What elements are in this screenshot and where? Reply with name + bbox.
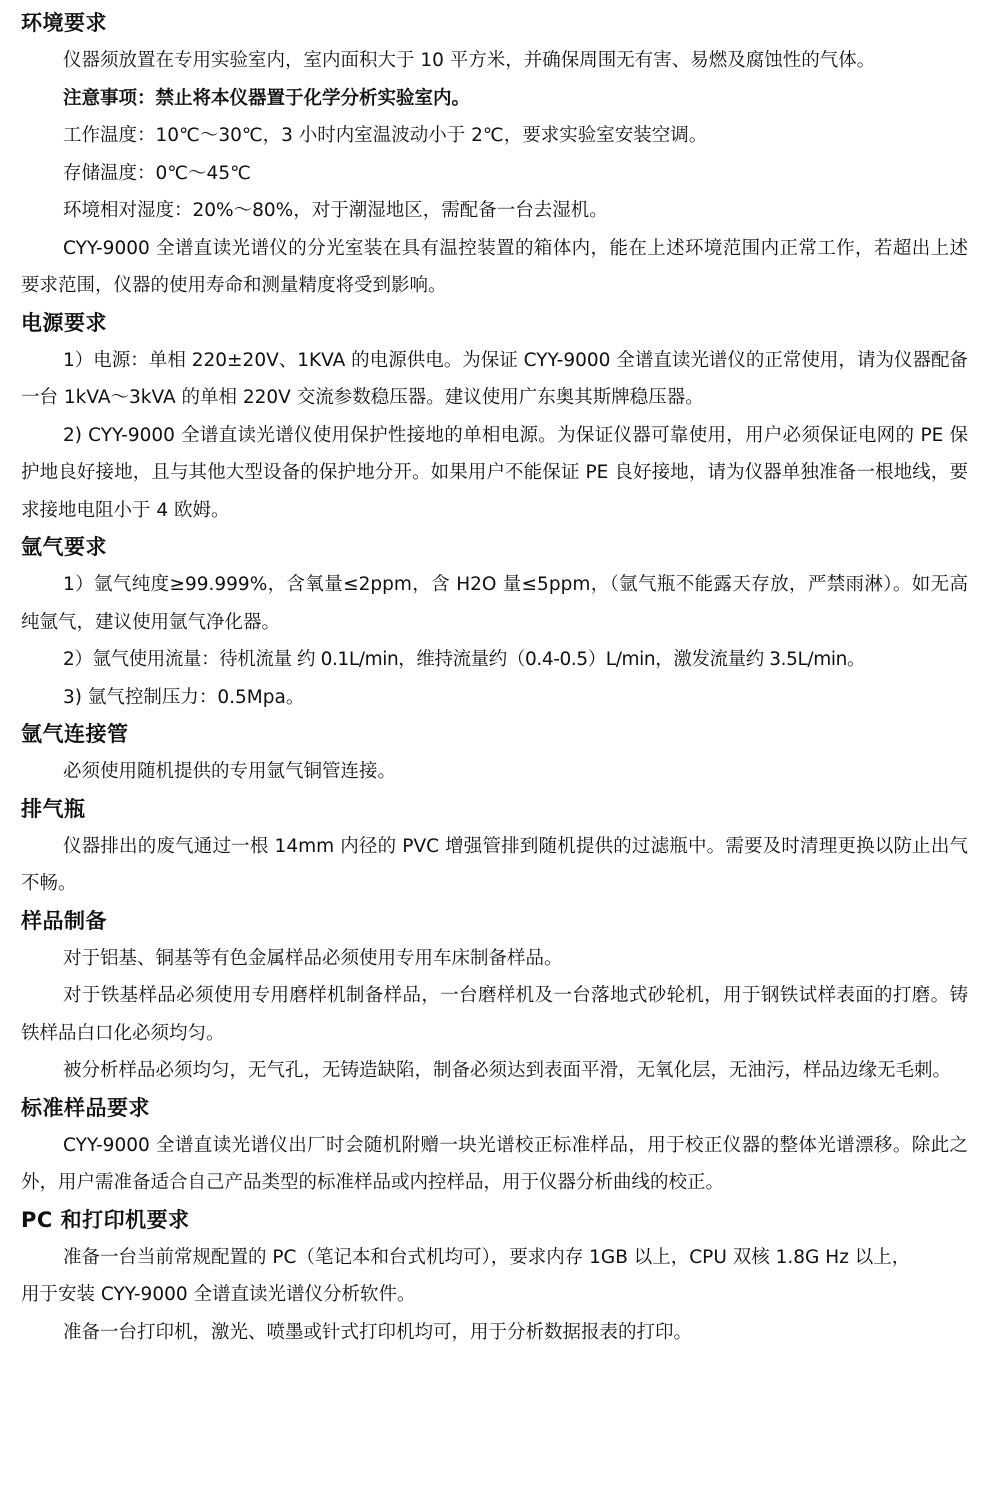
heading-exhaust: 排气瓶 <box>21 796 86 821</box>
heading-power: 电源要求 <box>21 310 107 335</box>
standard-paragraph: CYY-9000 全谱直读光谱仪出厂时会随机附赠一块光谱校正标准样品，用于校正仪器的整体光谱漂移。除此之外，用户需准备适合自己产品类型的标准样品或内控样品，用于仪器分析曲线的校正。 <box>21 1134 968 1193</box>
exhaust-paragraph: 仪器排出的废气通过一根 14mm 内径的 PVC 增强管排到随机提供的过滤瓶中。需要及时清理更换以防止出气不畅。 <box>21 835 968 894</box>
env-storage-temperature: 存储温度：0℃～45℃ <box>63 162 251 184</box>
argon-paragraph-2: 2）氩气使用流量：待机流量 约 0.1L/min，维持流量约（0.4-0.5）L/min，激发流量约 3.5L/min。 <box>63 649 866 670</box>
heading-argon-pipe: 氩气连接管 <box>21 722 129 746</box>
heading-pc-printer: PC 和打印机要求 <box>21 1207 190 1232</box>
env-paragraph-2: CYY-9000 全谱直读光谱仪的分光室装在具有温控装置的箱体内，能在上述环境范围内正常工作，若超出上述要求范围，仪器的使用寿命和测量精度将受到影响。 <box>21 237 968 296</box>
sample-paragraph-2: 对于铁基样品必须使用专用磨样机制备样品，一台磨样机及一台落地式砂轮机，用于钢铁试样表面的打磨。铸铁样品白口化必须均匀。 <box>21 985 968 1044</box>
env-humidity: 环境相对湿度：20%～80%，对于潮湿地区，需配备一台去湿机。 <box>63 200 608 221</box>
sample-paragraph-3: 被分析样品必须均匀，无气孔，无铸造缺陷，制备必须达到表面平滑，无氧化层，无油污，样品边缘无毛刺。 <box>63 1060 952 1081</box>
env-paragraph-1: 仪器须放置在专用实验室内，室内面积大于 10 平方米，并确保周围无有害、易燃及腐蚀性的气体。 <box>63 50 876 71</box>
sample-paragraph-1: 对于铝基、铜基等有色金属样品必须使用专用车床制备样品。 <box>63 947 563 969</box>
power-paragraph-1: 1）电源：单相 220±20V、1KVA 的电源供电。为保证 CYY-9000 全谱直读光谱仪的正常使用，请为仪器配备一台 1kVA～3kVA 的单相 220V 交流参数稳压器。建议使用广东奥其斯牌稳压器。 <box>21 349 968 408</box>
pc-paragraph-2: 用于安装 CYY-9000 全谱直读光谱仪分析软件。 <box>21 1284 416 1305</box>
pc-paragraph-3: 准备一台打印机，激光、喷墨或针式打印机均可，用于分析数据报表的打印。 <box>63 1321 693 1343</box>
heading-standard-sample: 标准样品要求 <box>21 1095 150 1120</box>
heading-environment: 环境要求 <box>21 11 107 35</box>
heading-argon: 氩气要求 <box>21 535 107 559</box>
env-notice: 注意事项：禁止将本仪器置于化学分析实验室内。 <box>63 87 471 109</box>
argon-pipe-paragraph: 必须使用随机提供的专用氩气铜管连接。 <box>63 761 397 782</box>
argon-paragraph-3: 3) 氩气控制压力：0.5Mpa。 <box>63 686 305 708</box>
power-paragraph-2: 2) CYY-9000 全谱直读光谱仪使用保护性接地的单相电源。为保证仪器可靠使用，用户必须保证电网的 PE 保护地良好接地，且与其他大型设备的保护地分开。如果用户不能保证 PE 良好接地，请为仪器单独准备一根地线，要求接地电阻小于 4 欧姆。 <box>21 424 968 521</box>
heading-sample-prep: 样品制备 <box>21 908 107 933</box>
argon-paragraph-1: 1）氩气纯度≥99.999%，含氧量≤2ppm，含 H2O 量≤5ppm，（氩气瓶不能露天存放，严禁雨淋）。如无高纯氩气，建议使用氩气净化器。 <box>21 574 968 633</box>
pc-paragraph-1: 准备一台当前常规配置的 PC（笔记本和台式机均可），要求内存 1GB 以上，CPU 双核 1.8G Hz 以上， <box>63 1246 911 1268</box>
env-work-temperature: 工作温度：10℃～30℃，3 小时内室温波动小于 2℃，要求实验室安装空调。 <box>63 125 708 146</box>
